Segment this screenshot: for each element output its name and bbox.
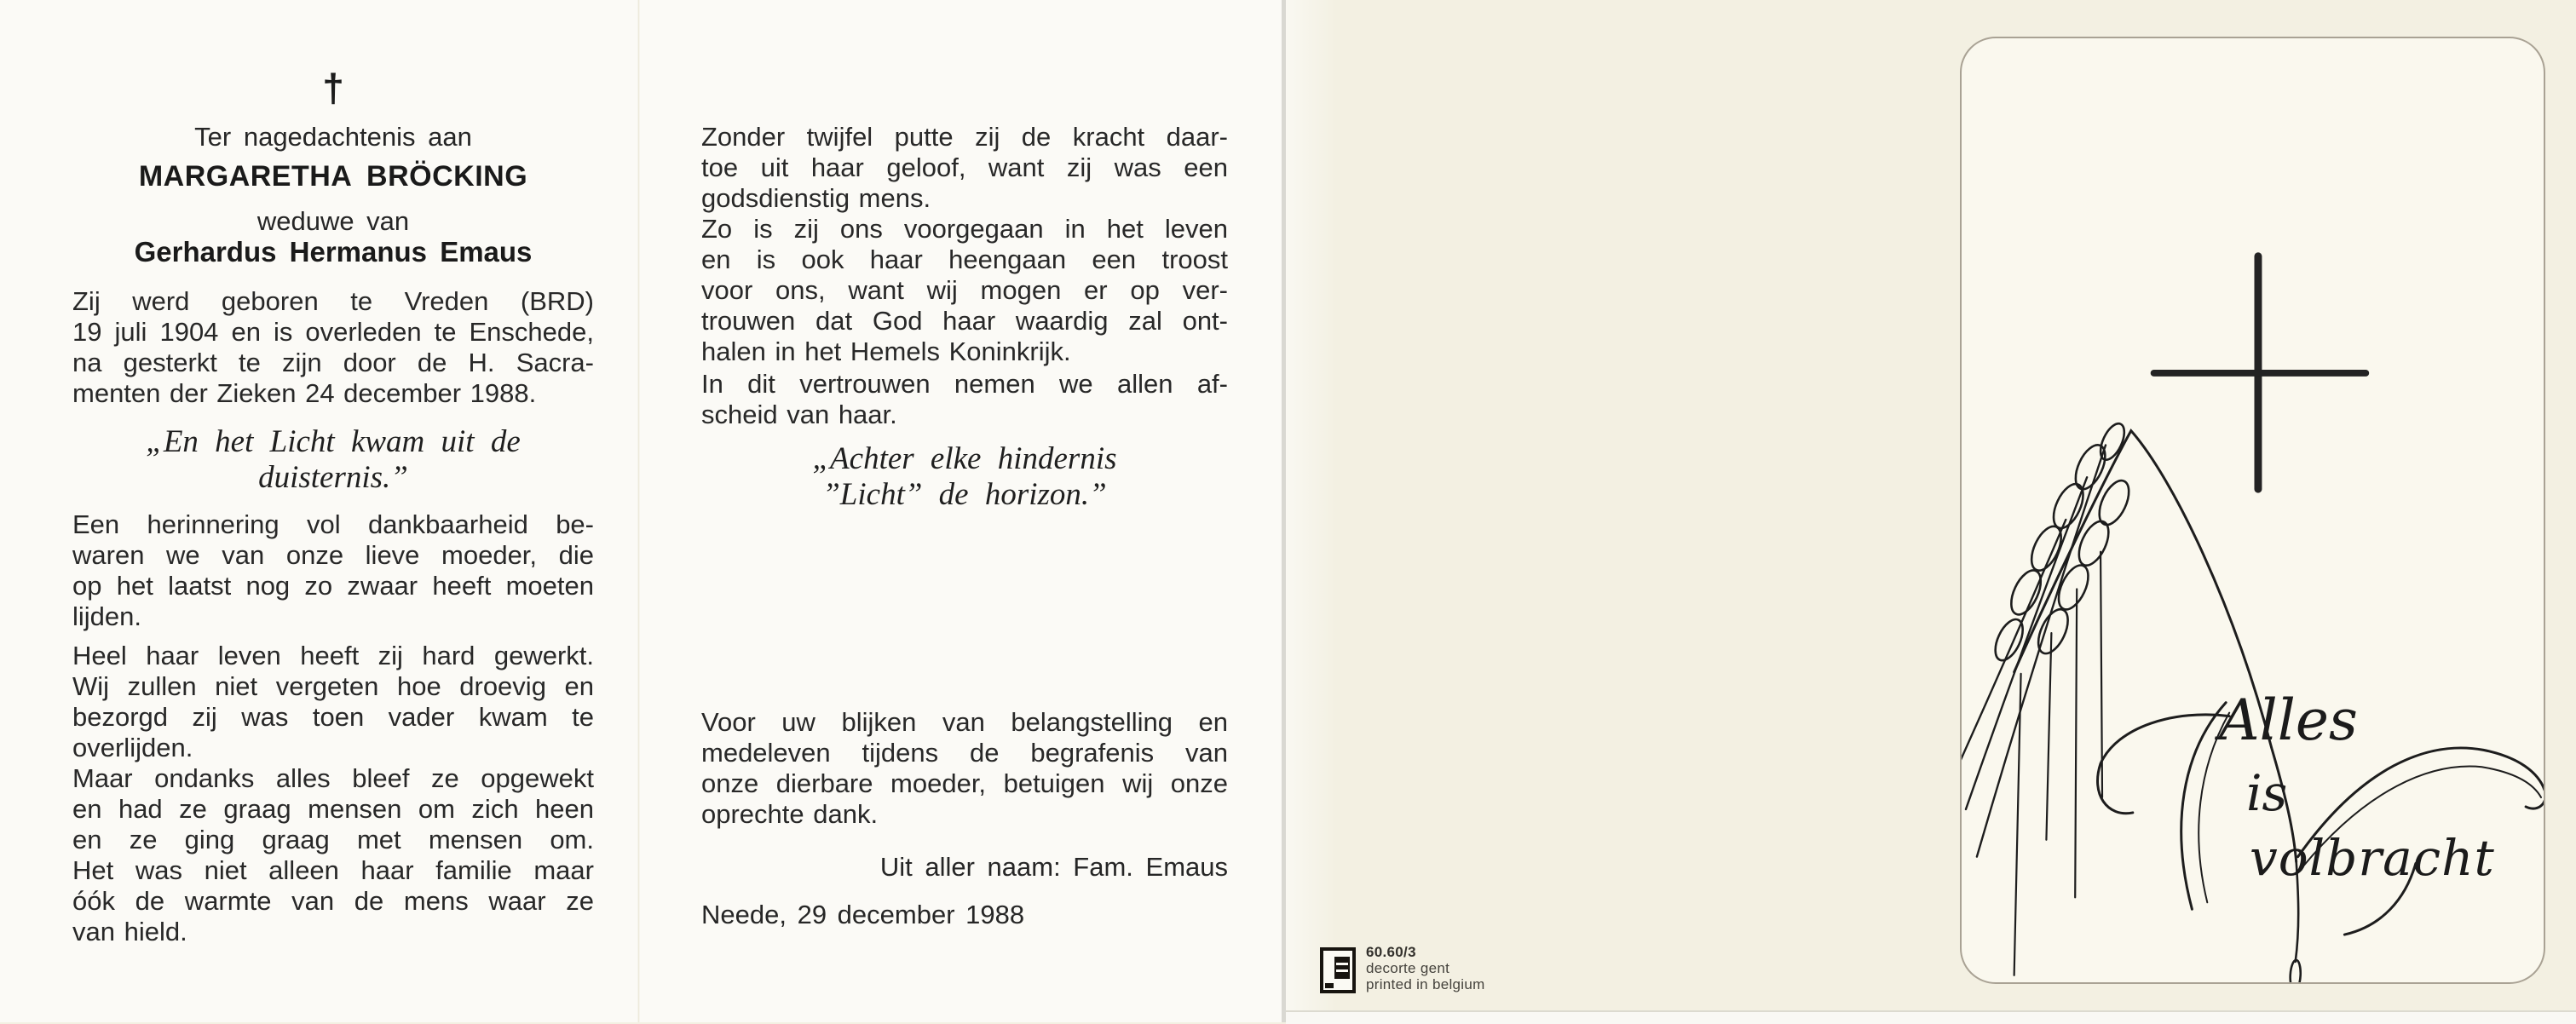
text-spread [0,0,1286,1022]
scripture-quote [72,424,594,496]
character-paragraph [72,763,594,947]
cross-icon: † [322,66,344,110]
text-line: medeleven tijdens de begrafenis van [701,738,1228,768]
text-line: en ze ging graag met mensen om. [72,825,594,854]
text-line: duisternis.” [258,460,408,495]
printer-mark [1320,944,1485,993]
text-line: trouwen dat God haar waardig zal ont- [701,306,1228,336]
husband-name: Gerhardus Hermanus Emaus [134,236,533,268]
calligraphy-line-1: Alles [2219,687,2358,753]
text-line: ”Licht” de horizon.” [822,477,1107,512]
text-line: 19 juli 1904 en is overleden te Enschede, [72,317,594,347]
calligraphy-line-3: volbracht [2250,829,2495,887]
text-line: Wij zullen niet vergeten hoe droevig en [72,671,594,701]
text-line: In dit vertrouwen nemen we allen af- [701,369,1228,399]
printer-imprint [1366,944,1485,992]
text-line: lijden. [72,601,141,631]
text-line: Zo is zij ons voorgegaan in het leven [701,214,1228,244]
horizon-quote [701,441,1228,513]
printer-logo-detail [1336,969,1348,972]
printer-code: 60.60/3 [1366,944,1416,960]
widow-label: weduwe van [256,206,410,236]
text-line: Heel haar leven heeft zij hard gewerkt. [72,641,594,670]
text-line: Voor uw blijken van belangstelling en [701,707,1228,737]
printer-logo-icon [1320,947,1356,993]
text-line: „Achter elke hindernis [812,441,1117,476]
text-line: oprechte dank. [701,799,879,829]
text-line: Een herinnering vol dankbaarheid be- [72,509,594,539]
text-line: óók de warmte van de mens waar ze [72,886,594,916]
text-line: na gesterkt te zijn door de H. Sacra- [72,348,594,377]
text-line: godsdienstig mens. [701,183,931,213]
consolation-paragraph [701,214,1228,367]
fold-crease [637,0,640,1022]
printer-name: decorte gent [1366,960,1450,976]
text-line: „En het Licht kwam uit de [146,424,521,459]
farewell-paragraph [701,369,1228,430]
faith-paragraph [701,122,1228,214]
cross-drawing [2154,256,2366,489]
text-line: Zij werd geboren te Vreden (BRD) [72,286,594,316]
printer-country: printed in belgium [1366,976,1485,992]
deceased-name: MARGARETHA BRÖCKING [138,160,528,193]
text-line: van hield. [72,917,187,946]
text-line: Zonder twijfel putte zij de kracht daar- [701,122,1228,152]
place-dateline: Neede, 29 december 1988 [701,900,1025,929]
text-line: voor ons, want wij mogen er op ver- [701,275,1228,305]
text-line: toe uit haar geloof, want zij was een [701,152,1228,182]
calligraphy-line-2: is [2246,764,2288,822]
text-line: menten der Zieken 24 december 1988. [72,378,537,408]
text-line: en is ook haar heengaan een troost [701,244,1228,274]
memorial-intro: Ter nagedachtenis aan [194,122,472,152]
family-signoff: Uit aller naam: Fam. Emaus [879,852,1228,882]
text-line: overlijden. [72,733,193,762]
text-line: en had ze graag mensen om zich heen [72,794,594,824]
scan-shading [1286,0,1337,1022]
text-line: Het was niet alleen haar familie maar [72,855,594,885]
printer-logo-detail [1336,963,1348,965]
text-line: onze dierbare moeder, betuigen wij onze [701,768,1228,798]
text-line: bezorgd zij was toen vader kwam te [72,702,594,732]
text-line: halen in het Hemels Koninkrijk. [701,337,1071,366]
life-paragraph [72,641,594,763]
text-line: scheid van haar. [701,400,897,429]
text-line: op het laatst nog zo zwaar heeft moeten [72,571,594,601]
birth-death-paragraph [72,286,594,409]
thanks-paragraph [701,707,1228,830]
back-panel [1286,0,2576,1022]
text-line: waren we van onze lieve moeder, die [72,540,594,570]
printer-logo-glyph [1334,957,1350,979]
remembrance-paragraph [72,509,594,632]
holy-card [1960,37,2545,984]
text-line: Maar ondanks alles bleef ze opgewekt [72,763,594,793]
printer-logo-detail [1325,983,1334,988]
